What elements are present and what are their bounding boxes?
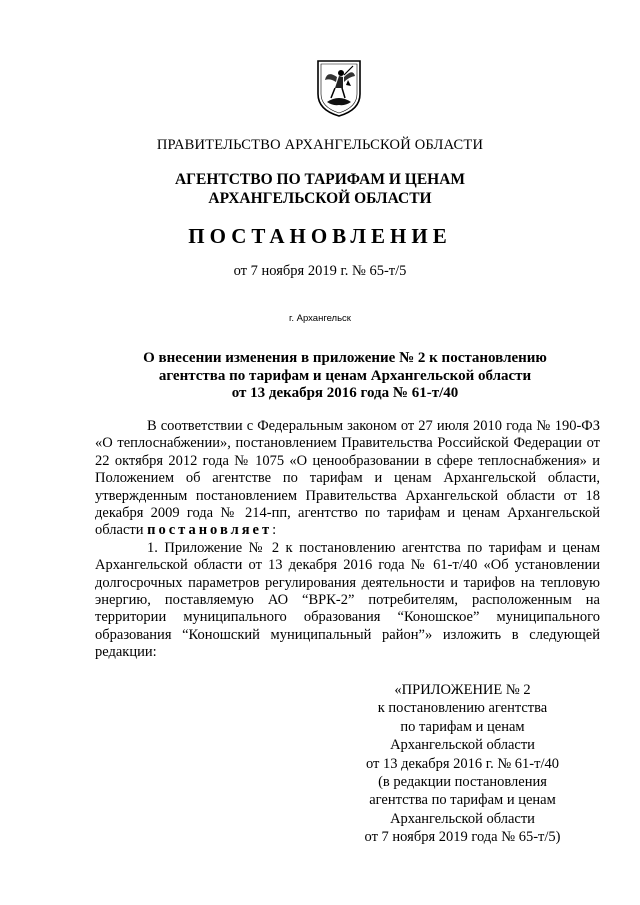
appendix-line9: от 7 ноября 2019 года № 65-т/5)	[364, 829, 561, 846]
document-date-number: от 7 ноября 2019 г. № 65-т/5	[233, 263, 407, 279]
agency-name-line2: АРХАНГЕЛЬСКОЙ ОБЛАСТИ	[208, 190, 432, 207]
preamble-text: В соответствии с Федеральным законом от 27 июля 2010 года № 190-ФЗ «О теплоснабжении», постановлением Правительства Российской Федерации от 22 октября 2012 года № 1075 «О ценообразовании в сфере теплоснабжения» и Положением об агентстве по тарифам и ценам Архангельской области, утвержденным постановлением Правительства Архангельской области от 18 декабря 2009 года № 214-пп, агентство по тарифам и ценам Архангельской области	[95, 418, 600, 539]
subject-line1: О внесении изменения в приложение № 2 к постановлению	[143, 350, 547, 366]
appendix-header	[330, 681, 595, 847]
subject-line3: от 13 декабря 2016 года № 61-т/40	[231, 385, 459, 401]
document-city: г. Архангельск	[289, 313, 351, 324]
agency-name-line1: АГЕНТСТВО ПО ТАРИФАМ И ЦЕНАМ	[174, 171, 466, 188]
appendix-line3: по тарифам и ценам	[400, 718, 525, 735]
appendix-line8: Архангельской области	[390, 810, 535, 827]
appendix-line4: Архангельской области	[390, 737, 535, 754]
subject-line2: агентства по тарифам и ценам Архангельской области	[158, 367, 532, 384]
document-type: ПОСТАНОВЛЕНИЕ	[188, 224, 452, 248]
document-body	[95, 418, 600, 662]
appendix-line6: (в редакции постановления	[378, 774, 547, 791]
document-subject	[95, 350, 595, 403]
resolves-colon: :	[272, 522, 277, 539]
appendix-line5: от 13 декабря 2016 г. № 61-т/40	[366, 755, 559, 772]
appendix-line2: к постановлению агентства	[377, 700, 548, 717]
resolves-word: постановляет	[147, 522, 273, 539]
body-paragraph-2: 1. Приложение № 2 к постановлению агентства по тарифам и ценам Архангельской области от 13 декабря 2016 года № 61-т/40 «Об установлении долгосрочных параметров регулирования деятельности и тарифов на тепловую энергию, поставляемую АО “ВРК-2” потребителям, расположенным на территории муниципального образования “Коношское” муниципального образования “Коношский муниципальный район”» изложить в следующей редакции:	[95, 539, 600, 661]
appendix-line7: агентства по тарифам и ценам	[369, 792, 556, 809]
coat-of-arms-icon	[315, 58, 363, 118]
government-name: ПРАВИТЕЛЬСТВО АРХАНГЕЛЬСКОЙ ОБЛАСТИ	[156, 137, 484, 153]
appendix-line1: «ПРИЛОЖЕНИЕ № 2	[394, 682, 531, 698]
body-paragraph-1	[95, 418, 600, 540]
agency-name	[0, 170, 640, 208]
